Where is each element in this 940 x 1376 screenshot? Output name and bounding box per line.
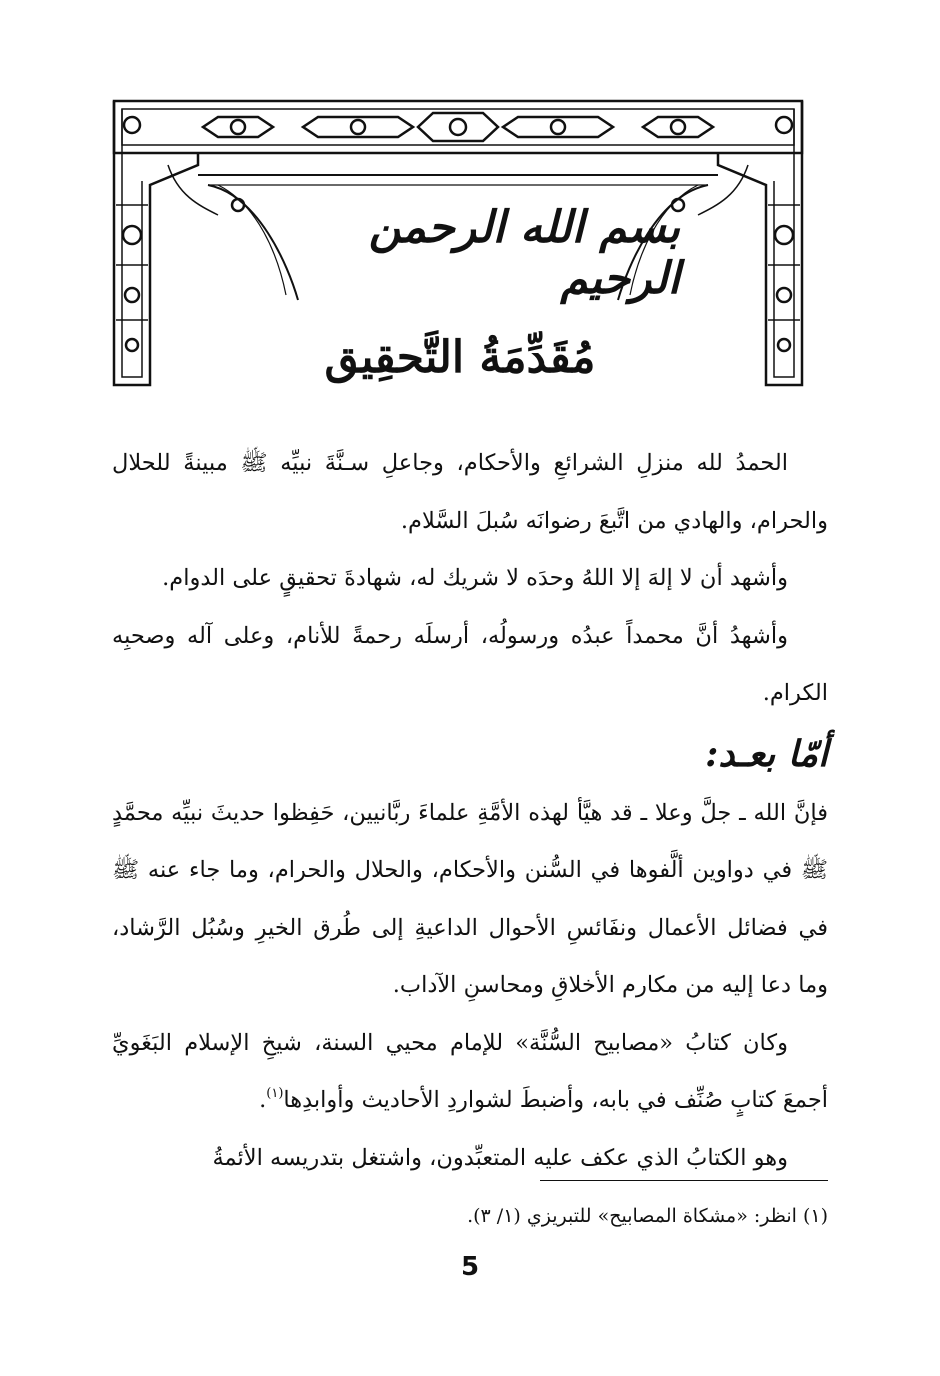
chapter-title: مُقَدِّمَةُ التَّحقِيق — [324, 331, 596, 383]
paragraph-shahada-2: وأشهدُ أنَّ محمداً عبدُه ورسولُه، أرسلَه رحمةً للأنام، وعلى آله وصحبِه الكرام. — [112, 622, 828, 706]
paragraph-shahada-1: وأشهد أن لا إلهَ إلا اللهُ وحدَه لا شريك له، شهادةَ تحقيقٍ على الدوام. — [162, 565, 788, 591]
footnote: (١) انظر: «مشكاة المصابيح» للتبريزي (١/ ٣). — [467, 1205, 828, 1227]
footnote-reference[interactable]: (١) — [266, 1086, 284, 1101]
paragraph-hamd: الحمدُ لله منزلِ الشرائعِ والأحكام، وجاعلِ سـنَّةَ نبيِّه ﷺ مبينةً للحلال والحرام، والهادي من اتَّبعَ رضوانَه سُبلَ السَّلام. — [112, 450, 828, 534]
paragraph-scholars: فإنَّ الله ـ جلَّ وعلا ـ قد هيَّأ لهذه الأمَّةِ علماءَ ربَّانيين، حَفِظوا حديثَ نبيِّه محمَّدٍ ﷺ في دواوين ألَّفوها في السُّنن والأحكام، والحلال والحرام، وما جاء عنه ﷺ في فضائل الأعمال ونفَائسِ الأحوال الداعيةِ إلى طُرق الخيرِ وسُبُل الرَّشاد، وما دعا إليه من مكارم الأخلاقِ ومحاسنِ الآداب. — [112, 799, 828, 998]
paragraph-masabih — [112, 1015, 828, 1130]
paragraph-masabih-text: وكان كتابُ «مصابيح السُّنَّة» للإمام محيي السنة، شيخِ الإسلام البَغَويِّ أجمعَ كتابٍ صُنِّف في بابه، وأضبطَ لشواردِ الأحاديث وأوابدِها — [112, 1029, 828, 1113]
footnote-divider — [540, 1180, 828, 1181]
basmala-calligraphy: بسم الله الرحمن الرحيم — [368, 202, 680, 304]
amma-baad-heading: أمّا بعـد: — [705, 732, 828, 775]
body-text — [112, 435, 828, 1187]
page-number: 5 — [460, 1252, 480, 1282]
paragraph-kitab: وهو الكتابُ الذي عكف عليه المتعبِّدون، واشتغل بتدريسه الأئمةُ — [212, 1144, 788, 1171]
paragraph-masabih-end: . — [259, 1087, 267, 1113]
